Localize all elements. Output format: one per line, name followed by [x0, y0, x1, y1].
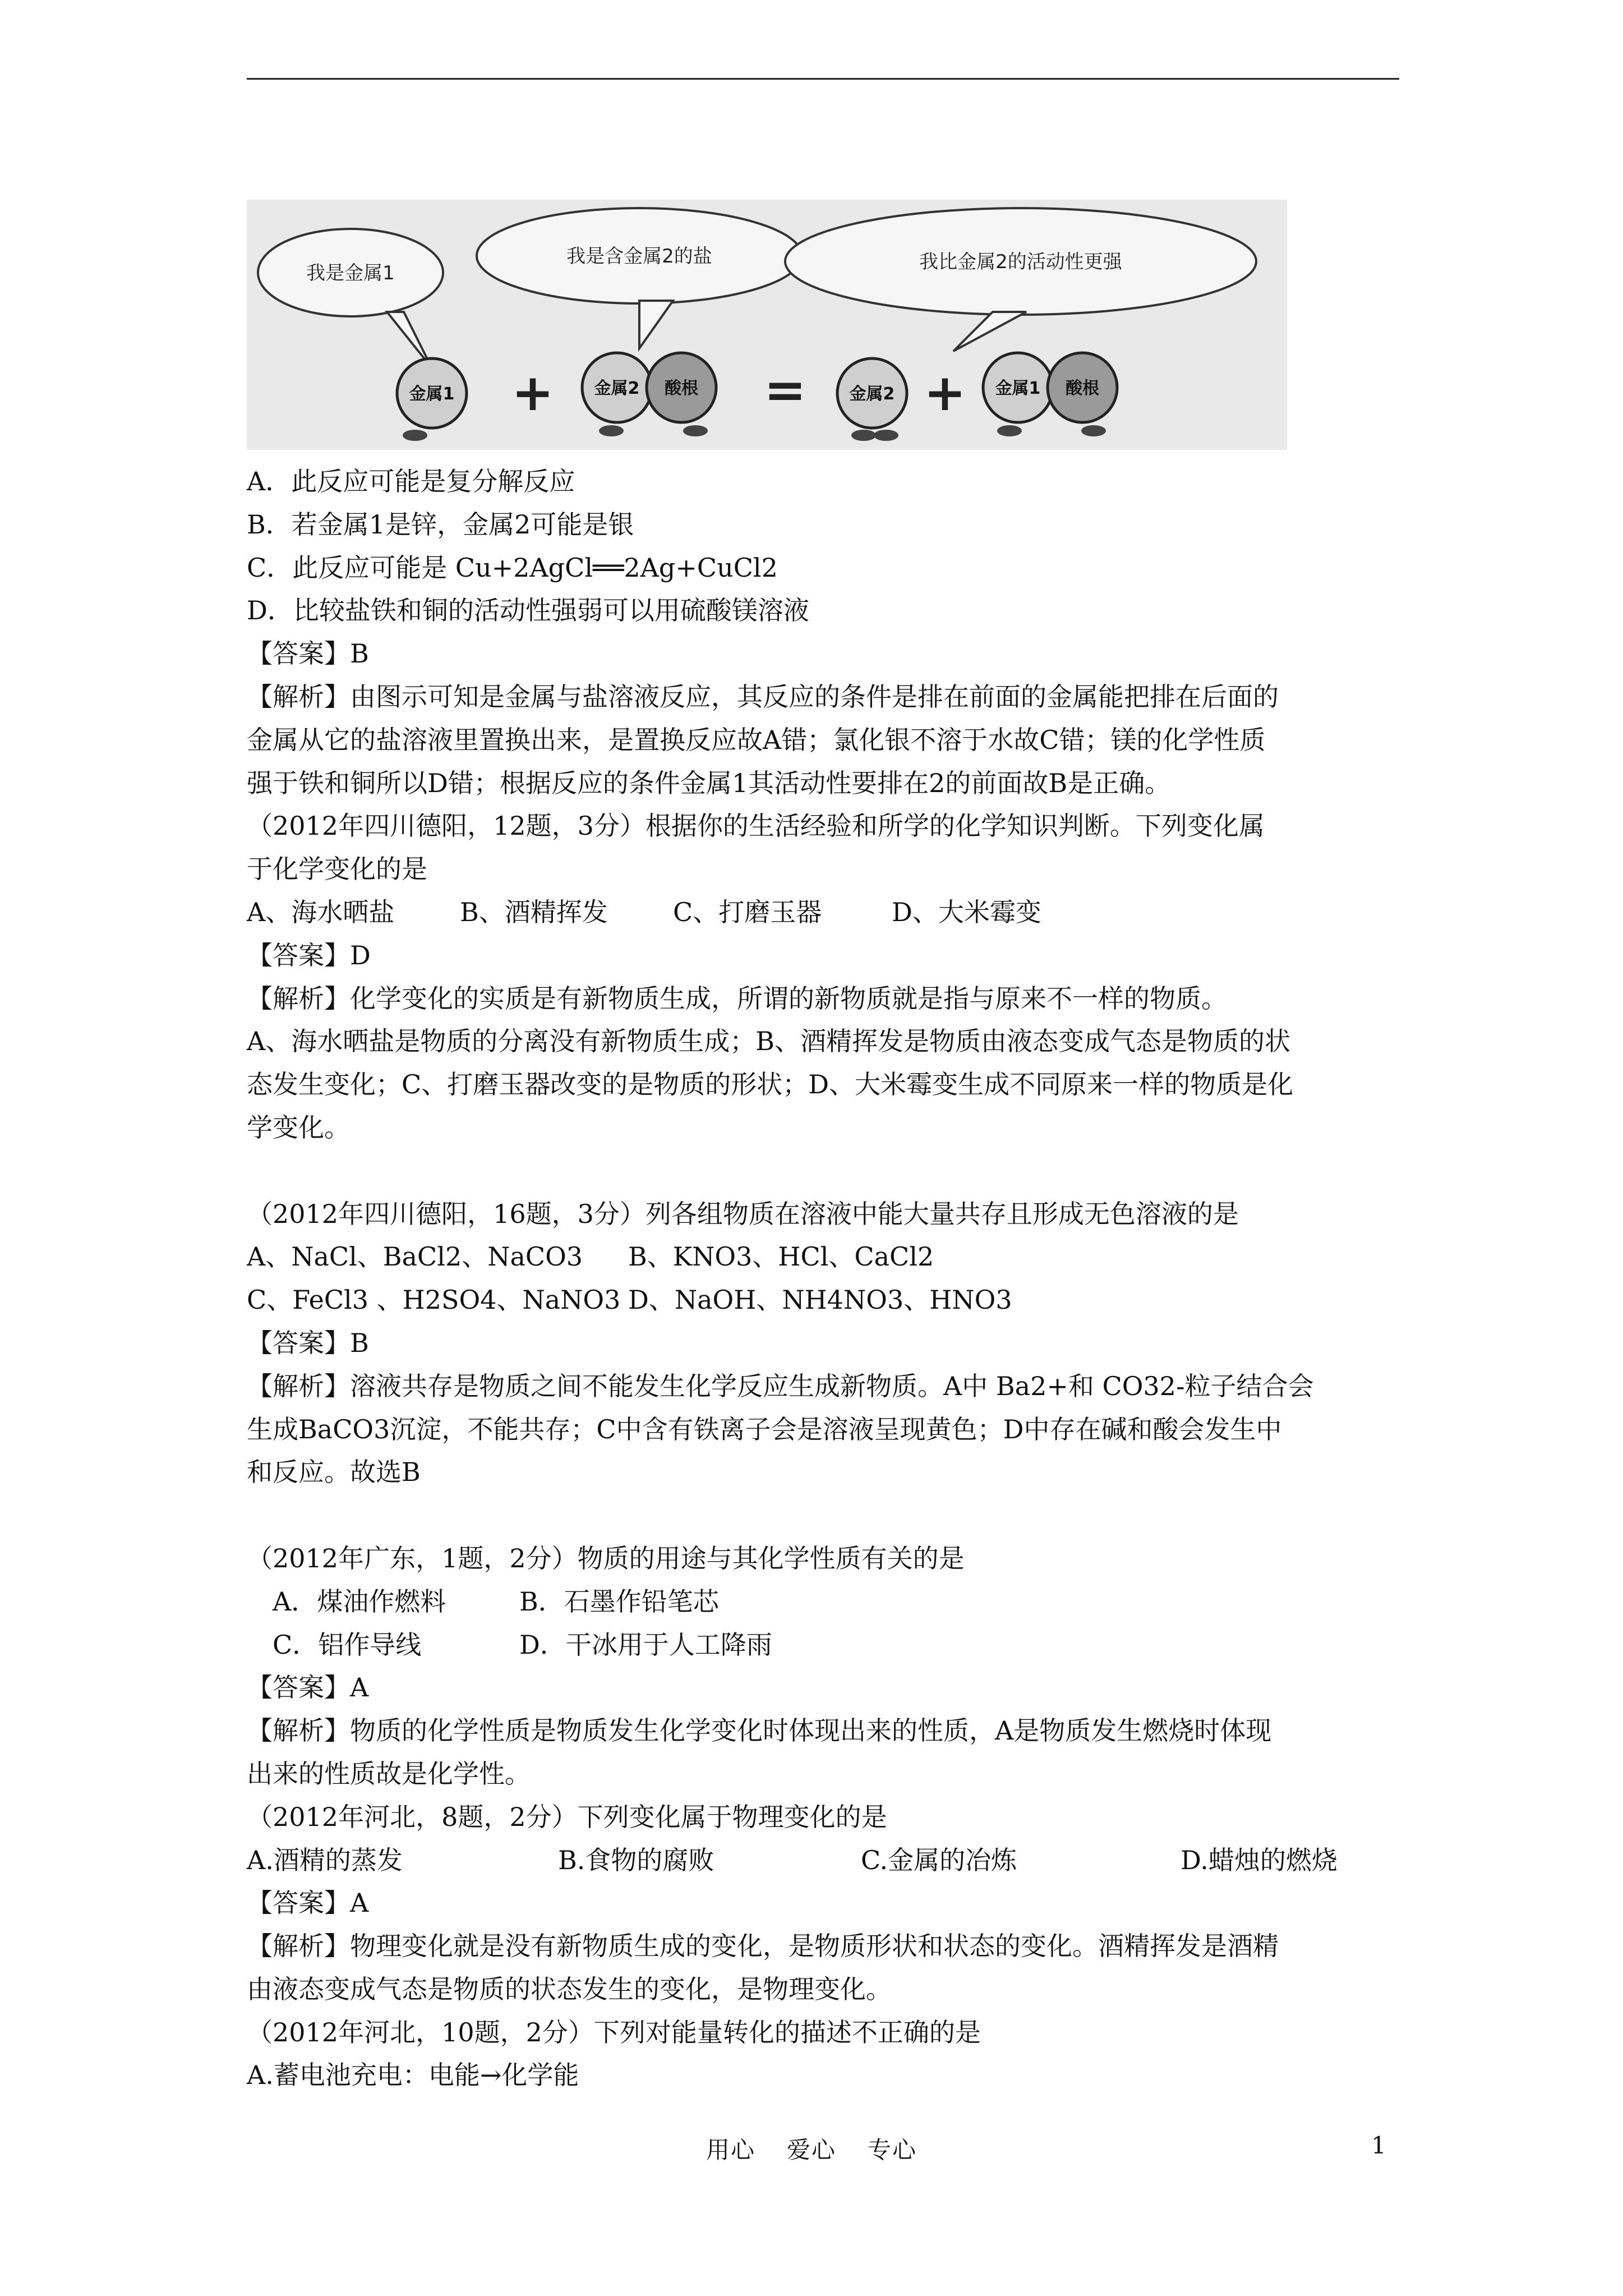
q16-options-row1	[247, 1235, 1413, 1278]
footer-word: 专心	[868, 2136, 917, 2164]
ball-acid-right	[1048, 353, 1117, 422]
ball-feet	[403, 425, 1106, 441]
analysis-line: A、海水晒盐是物质的分离没有新物质生成；B、酒精挥发是物质由液态变成气态是物质的状	[247, 1026, 1291, 1057]
ball-metal2-right-label: 金属2	[849, 384, 895, 404]
gd1-option-a: A．煤油作燃料	[273, 1586, 446, 1617]
gd1-option-c: C．铝作导线	[273, 1629, 422, 1660]
analysis-line: 强于铁和铜所以D错；根据反应的条件金属1其活动性要排在2的前面故B是正确。	[247, 767, 1171, 798]
hb8-option-a: A.酒精的蒸发	[247, 1844, 403, 1875]
gd1-option-d: D．干冰用于人工降雨	[519, 1629, 772, 1660]
q16-answer: 【答案】B	[247, 1327, 369, 1358]
bubble-metal1	[258, 229, 443, 368]
answer-line: 【答案】B	[247, 638, 369, 669]
q16-question: （2012年四川德阳，16题，3分）列各组物质在溶液中能大量共存且形成无色溶液的是	[247, 1198, 1239, 1229]
analysis-line: 金属从它的盐溶液里置换出来，是置换反应故A错；氯化银不溶于水故C错；镁的化学性质	[247, 724, 1266, 755]
ball-metal1-left	[397, 358, 467, 428]
q16-options-row2	[247, 1278, 1413, 1322]
ball-metal2-right	[837, 358, 907, 428]
footer-word: 爱心	[786, 2136, 836, 2164]
hb8-question: （2012年河北，8题，2分）下列变化属于物理变化的是	[247, 1801, 887, 1832]
ball-metal2-left	[582, 353, 652, 422]
plus-sign-right: +	[924, 364, 966, 422]
ball-metal1-right	[983, 353, 1053, 422]
bubble-stronger-text: 我比金属2的活动性更强	[919, 251, 1122, 273]
hb8-option-d: D.蜡烛的燃烧	[1181, 1844, 1338, 1875]
gd1-option-b: B．石墨作铅笔芯	[519, 1586, 719, 1617]
q16-option-a: A、NaCl、BaCl2、NaCO3	[247, 1241, 583, 1272]
q16-option-b: B、KNO3、HCl、CaCl2	[628, 1241, 934, 1272]
q12-answer: 【答案】D	[247, 940, 371, 970]
document-body	[247, 460, 1413, 2097]
option-line: C．此反应可能是 Cu+2AgCl══2Ag+CuCl2	[247, 552, 778, 583]
question-line: （2012年四川德阳，12题，3分）根据你的生活经验和所学的化学知识判断。下列变化属	[247, 811, 1265, 841]
bubble-salt-text: 我是含金属2的盐	[566, 245, 712, 268]
hb10-option-a: A.蓄电池充电：电能→化学能	[247, 2060, 579, 2091]
page-number: 1	[1371, 2132, 1386, 2159]
ball-acid-right-label: 酸根	[1066, 379, 1099, 398]
q16-option-d: D、NaOH、NH4NO3、HNO3	[628, 1285, 1012, 1315]
bubble-metal1-text: 我是金属1	[306, 262, 395, 284]
q12-options	[247, 891, 1413, 934]
hb8-option-c: C.金属的冶炼	[861, 1844, 1017, 1875]
gd1-options-row1	[247, 1580, 1413, 1623]
analysis-line: 态发生变化；C、打磨玉器改变的是物质的形状；D、大米霉变生成不同原来一样的物质是化	[247, 1069, 1294, 1100]
gd1-question: （2012年广东，1题，2分）物质的用途与其化学性质有关的是	[247, 1543, 965, 1573]
q12-option-c: C、打磨玉器	[673, 896, 822, 927]
analysis-line: 由液态变成气态是物质的状态发生的变化，是物理变化。	[247, 1973, 892, 2004]
question-line: 于化学变化的是	[247, 854, 427, 885]
analysis-line: 生成BaCO3沉淀，不能共存；C中含有铁离子会是溶液呈现黄色；D中存在碱和酸会发生中	[247, 1414, 1282, 1444]
q16-option-c: C、FeCl3 、H2SO4、NaNO3	[247, 1285, 621, 1315]
hb8-answer: 【答案】A	[247, 1888, 369, 1918]
header-rule	[247, 78, 1399, 80]
reaction-illustration	[247, 200, 1287, 450]
analysis-line: 学变化。	[247, 1112, 350, 1143]
ball-metal2-left-label: 金属2	[594, 379, 640, 398]
analysis-line: 【解析】由图示可知是金属与盐溶液反应，其反应的条件是排在前面的金属能把排在后面的	[247, 681, 1279, 712]
option-line: A．此反应可能是复分解反应	[247, 466, 575, 496]
analysis-line: 出来的性质故是化学性。	[247, 1758, 531, 1789]
q12-option-d: D、大米霉变	[892, 896, 1041, 927]
footer-word: 用心	[706, 2136, 755, 2164]
ball-acid-left	[647, 353, 716, 422]
analysis-line: 【解析】溶液共存是物质之间不能发生化学反应生成新物质。A中 Ba2+和 CO32-粒子结合会	[247, 1370, 1314, 1401]
gd1-options-row2	[247, 1623, 1413, 1667]
bubble-salt	[477, 208, 802, 348]
q12-option-b: B、酒精挥发	[460, 896, 608, 927]
hb8-option-b: B.食物的腐败	[558, 1844, 714, 1875]
option-line: B．若金属1是锌，金属2可能是银	[247, 509, 634, 540]
ball-acid-left-label: 酸根	[665, 379, 698, 398]
ball-metal1-left-label: 金属1	[409, 384, 455, 404]
analysis-line: 【解析】物质的化学性质是物质发生化学变化时体现出来的性质，A是物质发生燃烧时体现	[247, 1715, 1272, 1746]
equals-sign: =	[764, 361, 806, 420]
hb10-question: （2012年河北，10题，2分）下列对能量转化的描述不正确的是	[247, 2017, 981, 2047]
analysis-line: 【解析】化学变化的实质是有新物质生成，所谓的新物质就是指与原来不一样的物质。	[247, 983, 1227, 1014]
q12-option-a: A、海水晒盐	[247, 896, 395, 927]
ball-metal1-right-label: 金属1	[995, 379, 1041, 398]
analysis-line: 【解析】物理变化就是没有新物质生成的变化，是物质形状和状态的变化。酒精挥发是酒精	[247, 1931, 1279, 1962]
analysis-line: 和反应。故选B	[247, 1457, 421, 1488]
hb8-options	[247, 1839, 1413, 1882]
bubble-stronger	[785, 208, 1256, 351]
gd1-answer: 【答案】A	[247, 1672, 369, 1703]
option-line: D．比较盐铁和铜的活动性强弱可以用硫酸镁溶液	[247, 595, 809, 626]
plus-sign-left: +	[511, 364, 554, 422]
